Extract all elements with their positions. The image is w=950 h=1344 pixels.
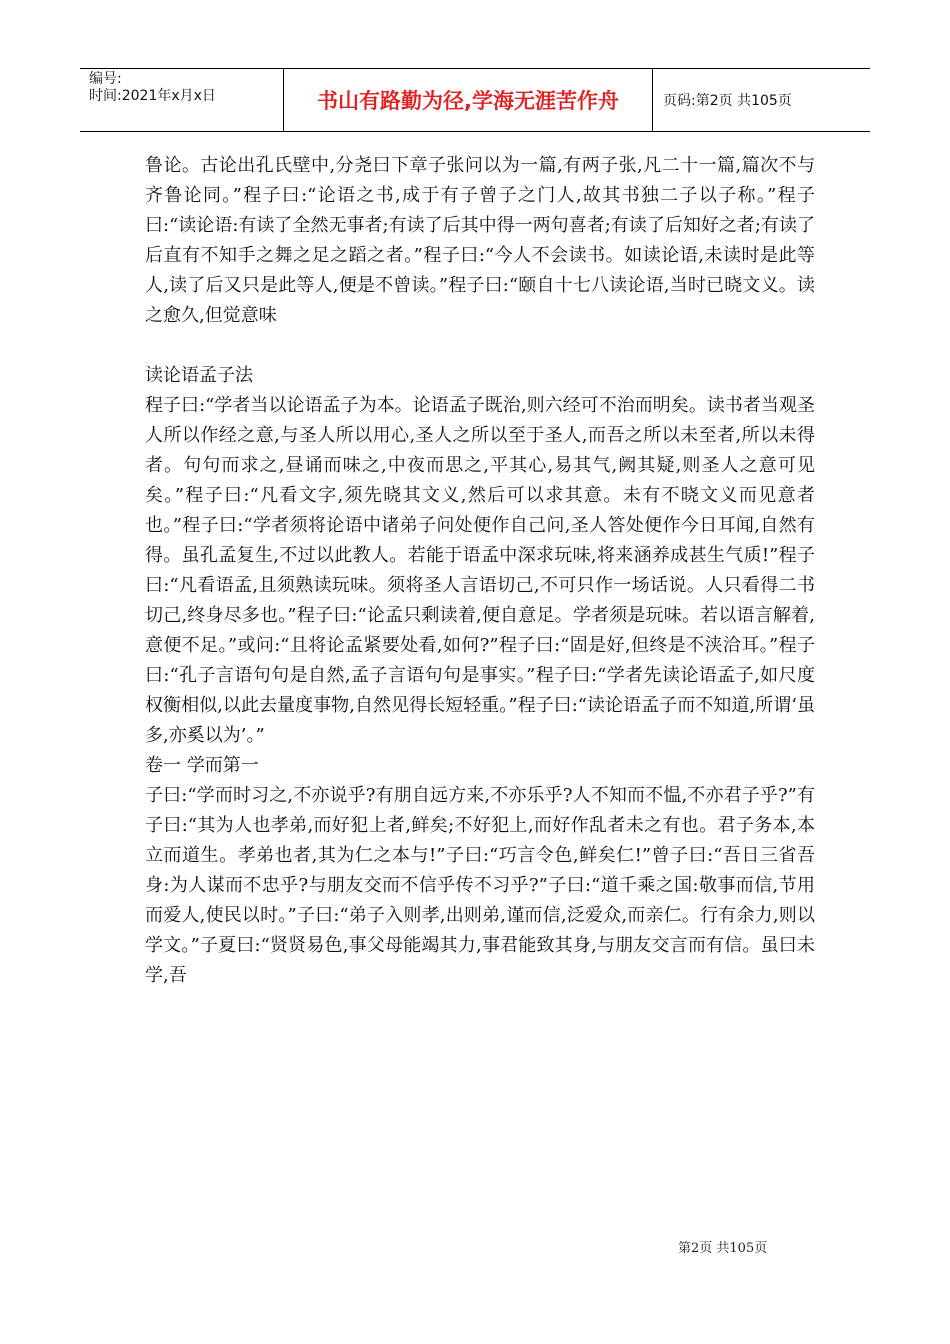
header-motto: 书山有路勤为径,学海无涯苦作舟 [284,69,653,131]
header-meta [80,69,284,131]
page-header [80,68,870,132]
page-footer: 第2页 共105页 [678,1241,768,1256]
section-heading-chapter: 卷一 学而第一 [145,755,259,776]
section-heading-method: 读论语孟子法 [145,365,253,386]
paragraph-1: 鲁论。古论出孔氏壁中,分尧曰下章子张问以为一篇,有两子张,凡二十一篇,篇次不与齐鲁论同。”程子曰:“论语之书,成于有子曾子之门人,故其书独二子以子称。”程子曰:“读论语:有读了全然无事者;有读了后其中得一两句喜者;有读了后知好之者;有读了后直有不知手之舞之足之蹈之者。”程子曰:“今人不会读书。如读论语,未读时是此等人,读了后又只是此等人,便是不曾读。”程子曰:“颐自十七八读论语,当时已晓文义。读之愈久,但觉意味 [145,155,815,326]
serial-label: 编号: [89,71,122,87]
document-body [145,151,815,991]
paragraph-gap [145,331,815,361]
paragraph-3: 子曰:“学而时习之,不亦说乎?有朋自远方来,不亦乐乎?人不知而不愠,不亦君子乎?”有子曰:“其为人也孝弟,而好犯上者,鲜矣;不好犯上,而好作乱者未之有也。君子务本,本立而道生。孝弟也者,其为仁之本与!”子曰:“巧言令色,鲜矣仁!”曾子曰:“吾日三省吾身:为人谋而不忠乎?与朋友交而不信乎传不习乎?”子曰:“道千乘之国:敬事而信,节用而爱人,使民以时。”子曰:“弟子入则孝,出则弟,谨而信,泛爱众,而亲仁。行有余力,则以学文。”子夏曰:“贤贤易色,事父母能竭其力,事君能致其身,与朋友交言而有信。虽曰未学,吾 [145,785,815,986]
header-page-info: 页码:第2页 共105页 [663,93,792,109]
time-label: 时间:2021年x月x日 [89,88,216,104]
paragraph-2: 程子曰:“学者当以论语孟子为本。论语孟子既治,则六经可不治而明矣。读书者当观圣人所以作经之意,与圣人所以用心,圣人之所以至于圣人,而吾之所以未至者,所以未得者。句句而求之,昼诵而味之,中夜而思之,平其心,易其气,阙其疑,则圣人之意可见矣。”程子曰:“凡看文字,须先晓其文义,然后可以求其意。未有不晓文义而见意者也。”程子曰:“学者须将论语中诸弟子问处便作自己问,圣人答处便作今日耳闻,自然有得。虽孔孟复生,不过以此教人。若能于语孟中深求玩味,将来涵养成甚生气质!”程子曰:“凡看语孟,且须熟读玩味。须将圣人言语切己,不可只作一场话说。人只看得二书切己,终身尽多也。”程子曰:“论孟只剩读着,便自意足。学者须是玩味。若以语言解着,意便不足。”或问:“且将论孟紧要处看,如何?”程子曰:“固是好,但终是不浃洽耳。”程子曰:“孔子言语句句是自然,孟子言语句句是事实。”程子曰:“学者先读论语孟子,如尺度权衡相似,以此去量度事物,自然见得长短轻重。”程子曰:“读论语孟子而不知道,所谓‘虽多,亦奚以为’。” [145,395,815,746]
